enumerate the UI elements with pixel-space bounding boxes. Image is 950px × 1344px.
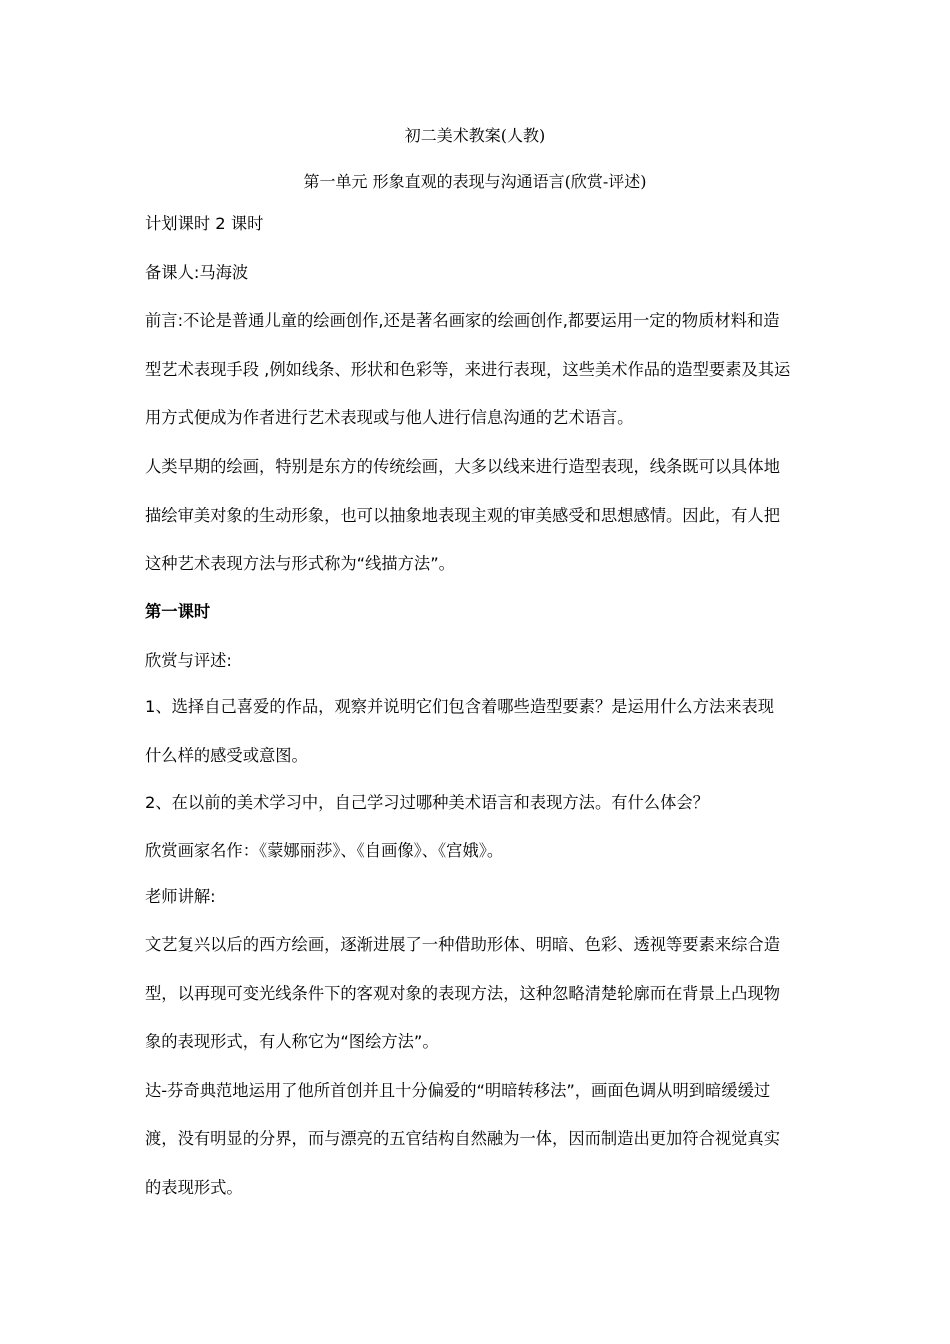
lesson-preparer: 备课人:马海波: [145, 263, 249, 282]
unit-title: 第一单元 形象直观的表现与沟通语言(欣赏-评述): [303, 172, 647, 191]
western-painting-line-3: 象的表现形式，有人称它为“图绘方法”。: [145, 1032, 439, 1051]
document-title: 初二美术教案(人教): [404, 126, 546, 145]
planned-hours: 计划课时 2 课时: [145, 214, 264, 233]
davinci-line-1: 达-芬奇典范地运用了他所首创并且十分偏爱的“明暗转移法”，画面色调从明到暗缓缓过: [145, 1081, 771, 1100]
intro-line-3: 这种艺术表现方法与形式称为“线描方法”。: [145, 554, 455, 573]
davinci-line-3: 的表现形式。: [145, 1178, 243, 1197]
appreciation-label: 欣赏与评述:: [145, 651, 232, 670]
teacher-explanation-label: 老师讲解:: [145, 887, 216, 906]
question-1-line-1: 1、选择自己喜爱的作品，观察并说明它们包含着哪些造型要素？是运用什么方法来表现: [145, 697, 775, 716]
preface-line-3: 用方式便成为作者进行艺术表现或与他人进行信息沟通的艺术语言。: [145, 408, 634, 427]
western-painting-line-1: 文艺复兴以后的西方绘画，逐渐进展了一种借助形体、明暗、色彩、透视等要素来综合造: [145, 935, 780, 954]
intro-line-2: 描绘审美对象的生动形象，也可以抽象地表现主观的审美感受和思想感情。因此，有人把: [145, 506, 780, 525]
preface-line-1: 前言:不论是普通儿童的绘画创作,还是著名画家的绘画创作,都要运用一定的物质材料和造: [145, 311, 780, 330]
western-painting-line-2: 型，以再现可变光线条件下的客观对象的表现方法，这种忽略清楚轮廓而在背景上凸现物: [145, 984, 780, 1003]
lesson-one-heading: 第一课时: [145, 602, 211, 621]
davinci-line-2: 渡，没有明显的分界，而与漂亮的五官结构自然融为一体，因而制造出更加符合视觉真实: [145, 1129, 780, 1148]
preface-line-2: 型艺术表现手段 ,例如线条、形状和色彩等，来进行表现，这些美术作品的造型要素及其运: [145, 360, 791, 379]
question-2: 2、在以前的美术学习中，自己学习过哪种美术语言和表现方法。有什么体会？: [145, 793, 709, 812]
masterpieces-line: 欣赏画家名作：《蒙娜丽莎》、《自画像》、《宫娥》。: [145, 841, 504, 860]
question-1-line-2: 什么样的感受或意图。: [145, 746, 308, 765]
intro-line-1: 人类早期的绘画，特别是东方的传统绘画，大多以线来进行造型表现，线条既可以具体地: [145, 457, 780, 476]
